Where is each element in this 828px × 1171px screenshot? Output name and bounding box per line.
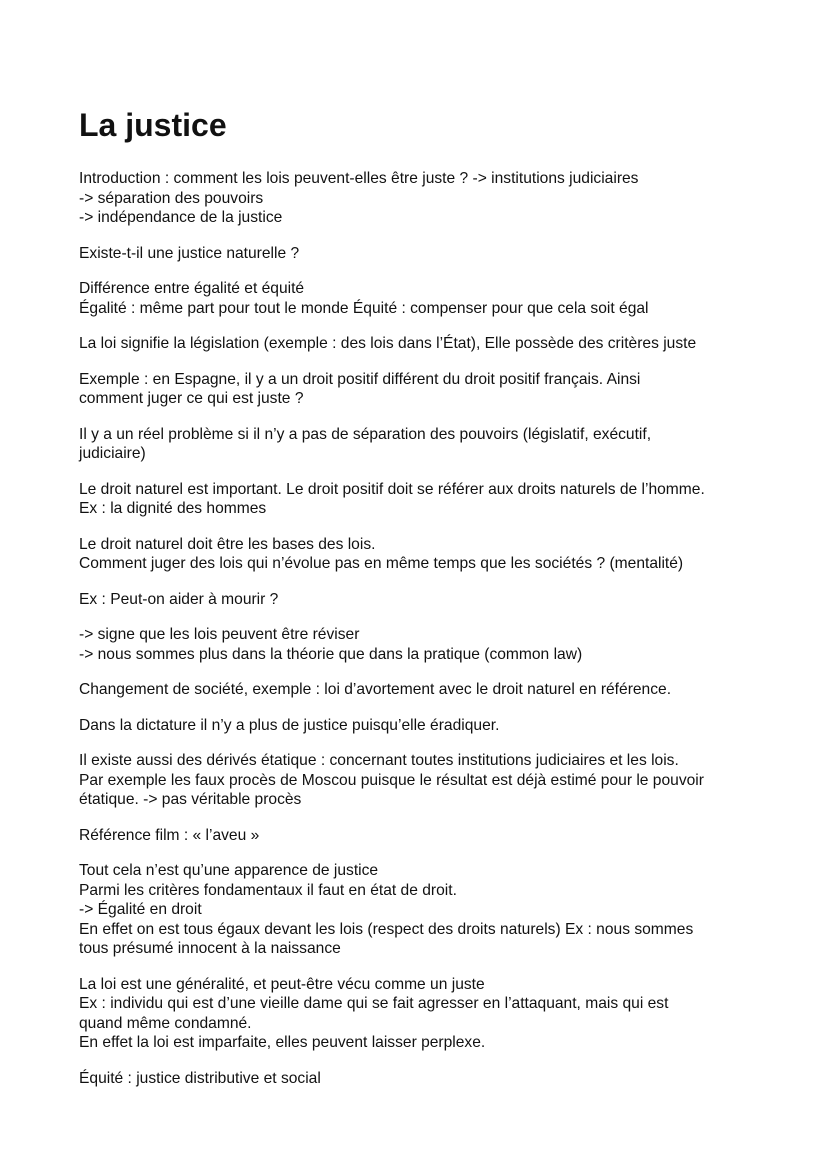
text-line: -> nous sommes plus dans la théorie que dans la pratique (common law) — [79, 645, 583, 663]
text-line: Il existe aussi des dérivés étatique : concernant toutes institutions judiciaires et les lois. — [79, 752, 679, 769]
paragraph — [79, 370, 779, 409]
text-line: Le droit naturel doit être les bases des lois. — [79, 535, 376, 553]
paragraph — [79, 425, 779, 464]
text-line: En effet la loi est imparfaite, elles peuvent laisser perplexe. — [79, 1034, 486, 1051]
paragraph — [79, 625, 779, 664]
text-line: En effet on est tous égaux devant les lois (respect des droits naturels) Ex : nous sommes — [79, 920, 694, 938]
paragraph — [79, 751, 779, 810]
text-line: Équité : justice distributive et social — [79, 1069, 321, 1087]
paragraph — [79, 279, 779, 318]
paragraph — [79, 480, 779, 519]
text-line: Différence entre égalité et équité — [79, 280, 305, 297]
text-line: Ex : la dignité des hommes — [79, 500, 267, 517]
text-line: -> Égalité en droit — [79, 901, 202, 918]
text-line: La loi signifie la législation (exemple : des lois dans l’État), Elle possède des critères juste — [79, 335, 697, 352]
paragraph — [79, 244, 779, 264]
paragraph — [79, 590, 779, 610]
paragraph — [79, 861, 779, 959]
text-line: La loi est une généralité, et peut-être vécu comme un juste — [79, 975, 485, 993]
text-line: Ex : individu qui est d’une vieille dame qui se fait agresser en l’attaquant, mais qui est — [79, 995, 669, 1012]
text-line: Par exemple les faux procès de Moscou puisque le résultat est déjà estimé pour le pouvoir — [79, 771, 704, 789]
paragraph — [79, 1069, 779, 1089]
text-line: -> séparation des pouvoirs — [79, 189, 264, 207]
paragraph — [79, 535, 779, 574]
text-line: Le droit naturel est important. Le droit positif doit se référer aux droits naturels de l’homme. — [79, 480, 705, 498]
paragraph — [79, 680, 779, 700]
text-line: Égalité : même part pour tout le monde Équité : compenser pour que cela soit égal — [79, 299, 649, 317]
text-line: Changement de société, exemple : loi d’avortement avec le droit naturel en référence. — [79, 681, 672, 698]
text-line: Ex : Peut-on aider à mourir ? — [79, 590, 279, 608]
paragraph — [79, 826, 779, 846]
text-line: Existe-t-il une justice naturelle ? — [79, 244, 300, 262]
text-line: -> signe que les lois peuvent être réviser — [79, 626, 360, 643]
text-line: Dans la dictature il n’y a plus de justice puisqu’elle éradiquer. — [79, 716, 500, 734]
page-title: La justice — [79, 107, 227, 143]
paragraph — [79, 716, 779, 736]
text-line: Comment juger des lois qui n’évolue pas en même temps que les sociétés ? (mentalité) — [79, 555, 684, 572]
text-line: Exemple : en Espagne, il y a un droit positif différent du droit positif français. Ainsi — [79, 370, 641, 388]
text-line: étatique. -> pas véritable procès — [79, 791, 302, 808]
paragraph — [79, 975, 779, 1053]
text-line: -> indépendance de la justice — [79, 209, 283, 226]
text-line: tous présumé innocent à la naissance — [79, 940, 341, 957]
paragraph — [79, 169, 779, 228]
text-line: quand même condamné. — [79, 1014, 252, 1032]
paragraph — [79, 334, 779, 354]
text-line: Parmi les critères fondamentaux il faut en état de droit. — [79, 881, 457, 899]
text-line: comment juger ce qui est juste ? — [79, 390, 304, 407]
document-body — [79, 169, 779, 1088]
text-line: Référence film : « l’aveu » — [79, 826, 260, 844]
text-line: Introduction : comment les lois peuvent-elles être juste ? -> institutions judiciaires — [79, 170, 639, 187]
text-line: Il y a un réel problème si il n’y a pas de séparation des pouvoirs (législatif, exécutif, — [79, 425, 652, 443]
text-line: judiciaire) — [79, 445, 146, 462]
document-page — [79, 103, 779, 1104]
text-line: Tout cela n’est qu’une apparence de justice — [79, 862, 379, 879]
